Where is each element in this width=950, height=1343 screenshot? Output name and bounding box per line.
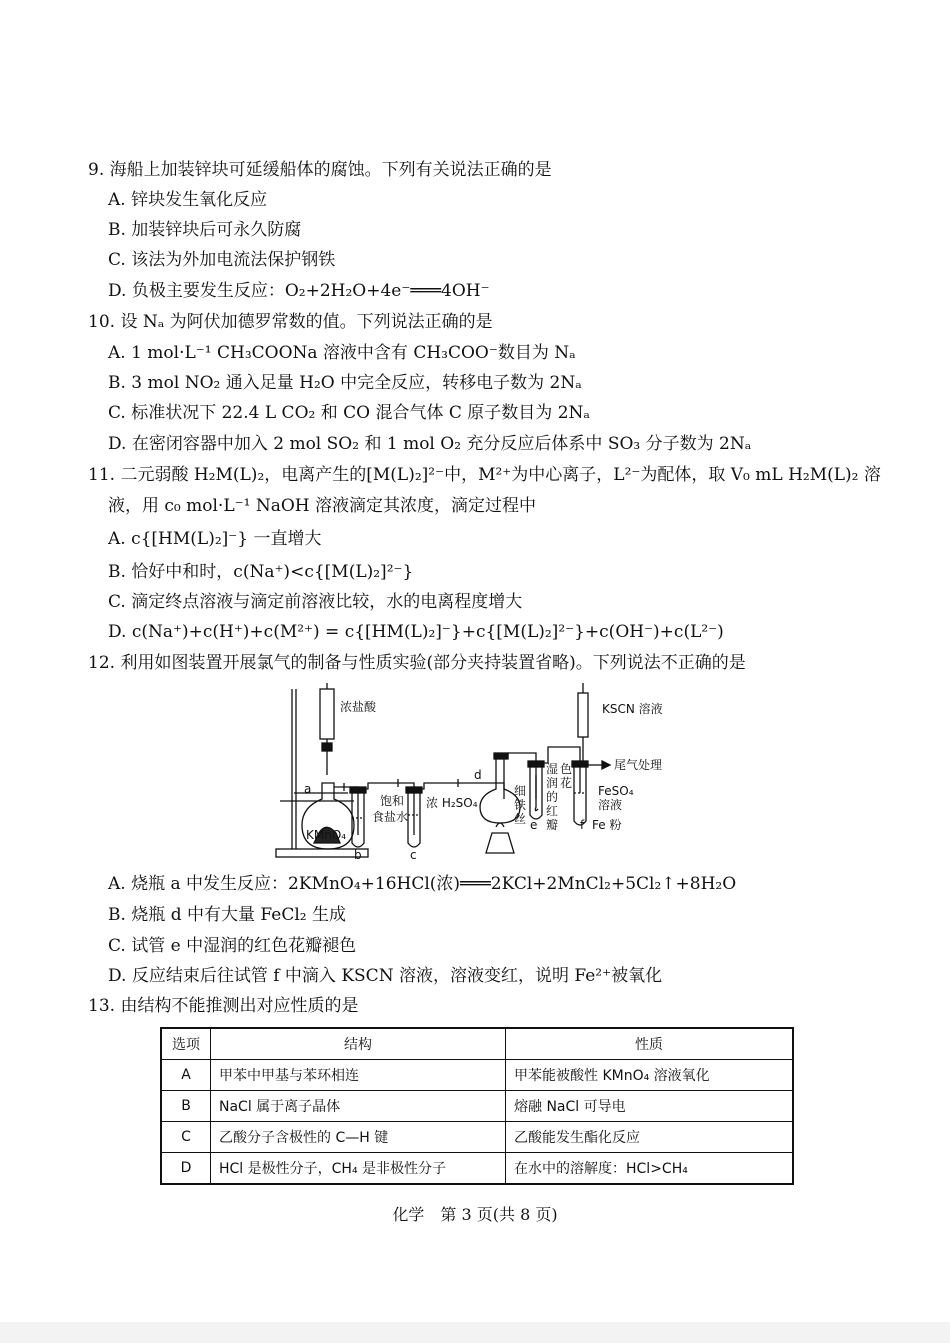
label-tube-f: f xyxy=(580,818,585,832)
row-structure: NaCl 属于离子晶体 xyxy=(211,1091,506,1122)
q11-stem-line2: 液，用 c₀ mol·L⁻¹ NaOH 溶液滴定其浓度，滴定过程中 xyxy=(108,496,536,516)
row-option: C xyxy=(161,1122,211,1153)
label-petal-4: 红 xyxy=(546,804,559,818)
q11-option-b: B. 恰好中和时，c(Na⁺)<c{[M(L)₂]²⁻} xyxy=(108,562,414,582)
apparatus-diagram xyxy=(268,683,708,863)
row-structure: 乙酸分子含极性的 C—H 键 xyxy=(211,1122,506,1153)
header-option: 选项 xyxy=(161,1028,211,1060)
q9-option-b: B. 加装锌块后可永久防腐 xyxy=(108,220,302,240)
q12-option-a: A. 烧瓶 a 中发生反应：2KMnO₄+16HCl(浓)═══2KCl+2MnCl₂+5Cl₂↑+8H₂O xyxy=(108,874,737,894)
row-option: B xyxy=(161,1091,211,1122)
row-option: A xyxy=(161,1060,211,1091)
row-structure: HCl 是极性分子，CH₄ 是非极性分子 xyxy=(211,1153,506,1185)
q11-option-d: D. c(Na⁺)+c(H⁺)+c(M²⁺) = c{[HM(L)₂]⁻}+c{[M(L)₂]²⁻}+c(OH⁻)+c(L²⁻) xyxy=(108,622,724,642)
q9-option-a: A. 锌块发生氧化反应 xyxy=(108,190,268,210)
label-petal-2: 润 xyxy=(546,776,559,790)
label-flask-a: a xyxy=(304,782,312,796)
label-iron-wire-1: 细 xyxy=(514,784,527,798)
label-iron-wire-3: 丝 xyxy=(514,812,527,826)
label-conc-hcl: 浓盐酸 xyxy=(340,700,377,714)
q11-option-c: C. 滴定终点溶液与滴定前溶液比较，水的电离程度增大 xyxy=(108,592,523,612)
q12-option-b: B. 烧瓶 d 中有大量 FeCl₂ 生成 xyxy=(108,905,346,925)
label-feso4-solution: 溶液 xyxy=(598,798,623,812)
q10-stem: 10. 设 Nₐ 为阿伏加德罗常数的值。下列说法正确的是 xyxy=(88,312,493,332)
row-property: 在水中的溶解度：HCl>CH₄ xyxy=(506,1153,794,1185)
row-option: D xyxy=(161,1153,211,1185)
label-kmno4: KMnO₄ xyxy=(306,828,347,842)
q10-option-c: C. 标准状况下 22.4 L CO₂ 和 CO 混合气体 C 原子数目为 2Nₐ xyxy=(108,403,590,423)
q12-stem: 12. 利用如图装置开展氯气的制备与性质实验(部分夹持装置省略)。下列说法不正确的是 xyxy=(88,653,746,673)
page-bottom-strip xyxy=(0,1322,950,1343)
label-kscn: KSCN 溶液 xyxy=(602,702,663,716)
label-petal-7: 瓣 xyxy=(546,818,559,832)
label-tube-c: c xyxy=(410,848,417,862)
label-sat-salt-2: 食盐水 xyxy=(372,810,409,824)
label-sat-salt-1: 饱和 xyxy=(380,794,405,808)
q9-option-c: C. 该法为外加电流法保护钢铁 xyxy=(108,250,336,270)
q12-option-d: D. 反应结束后往试管 f 中滴入 KSCN 溶液，溶液变红，说明 Fe²⁺被氧化 xyxy=(108,966,663,986)
q12-option-c: C. 试管 e 中湿润的红色花瓣褪色 xyxy=(108,936,357,956)
label-tube-e: e xyxy=(530,818,538,832)
label-fe-powder: Fe 粉 xyxy=(592,818,622,832)
row-property: 熔融 NaCl 可导电 xyxy=(506,1091,794,1122)
structure-property-table xyxy=(160,1027,794,1185)
q11-option-a: A. c{[HM(L)₂]⁻} 一直增大 xyxy=(108,529,322,549)
q10-option-b: B. 3 mol NO₂ 通入足量 H₂O 中完全反应，转移电子数为 2Nₐ xyxy=(108,373,582,393)
label-tube-b: b xyxy=(354,848,362,862)
q9-stem: 9. 海船上加装锌块可延缓船体的腐蚀。下列有关说法正确的是 xyxy=(88,160,552,180)
table-row xyxy=(161,1060,793,1091)
q11-stem-line1: 11. 二元弱酸 H₂M(L)₂，电离产生的[M(L)₂]²⁻中，M²⁺为中心离子，L²⁻为配体，取 V₀ mL H₂M(L)₂ 溶 xyxy=(88,465,881,485)
label-petal-3: 的 xyxy=(546,790,559,804)
q10-option-d: D. 在密闭容器中加入 2 mol SO₂ 和 1 mol O₂ 充分反应后体系中 SO₃ 分子数为 2Nₐ xyxy=(108,434,752,454)
q9-option-d: D. 负极主要发生反应：O₂+2H₂O+4e⁻═══4OH⁻ xyxy=(108,281,490,301)
q10-option-a: A. 1 mol·L⁻¹ CH₃COONa 溶液中含有 CH₃COO⁻数目为 Nₐ xyxy=(108,343,576,363)
table-row xyxy=(161,1153,793,1185)
label-flask-d: d xyxy=(474,768,482,782)
header-structure: 结构 xyxy=(211,1028,506,1060)
label-tail-gas: 尾气处理 xyxy=(614,758,663,772)
table-row xyxy=(161,1122,793,1153)
label-feso4: FeSO₄ xyxy=(598,784,634,798)
row-structure: 甲苯中甲基与苯环相连 xyxy=(211,1060,506,1091)
row-property: 乙酸能发生酯化反应 xyxy=(506,1122,794,1153)
label-conc-h2so4: 浓 H₂SO₄ xyxy=(426,796,478,810)
page-footer: 化学 第 3 页(共 8 页) xyxy=(392,1205,558,1224)
label-iron-wire-2: 铁 xyxy=(514,798,527,812)
q13-stem: 13. 由结构不能推测出对应性质的是 xyxy=(88,996,359,1016)
row-property: 甲苯能被酸性 KMnO₄ 溶液氧化 xyxy=(506,1060,794,1091)
header-property: 性质 xyxy=(506,1028,794,1060)
label-petal-1: 湿 xyxy=(546,762,559,776)
label-petal-6: 花 xyxy=(560,776,573,790)
label-petal-5: 色 xyxy=(560,762,573,776)
table-header-row xyxy=(161,1028,793,1060)
table-row xyxy=(161,1091,793,1122)
